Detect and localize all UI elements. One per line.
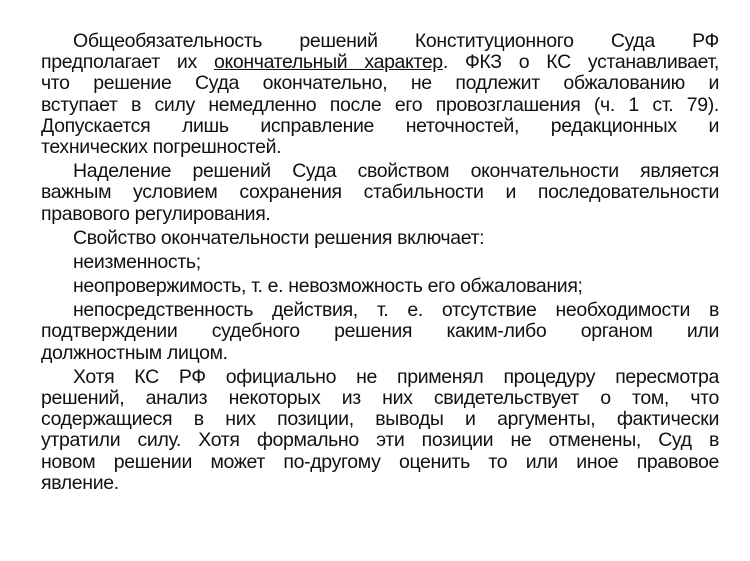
document-body bbox=[41, 31, 719, 497]
text-line: Общеобязательность решений Конституционного Суда РФ bbox=[73, 30, 719, 52]
text-line: явление. bbox=[41, 471, 119, 494]
list-item-irrefutability bbox=[41, 276, 719, 297]
text-line: технических погрешностей. bbox=[41, 135, 282, 158]
text-line: решений, анализ некоторых из них свидетельствует о том, что bbox=[41, 387, 719, 409]
text-line: важным условием сохранения стабильности и последовательности bbox=[41, 181, 719, 204]
text-line: непосредственность действия, т. е. отсутствие необходимости в bbox=[73, 299, 719, 322]
paragraph-list-intro bbox=[41, 228, 719, 249]
text-line: что решение Суда окончательно, не подлежит обжалованию и bbox=[41, 72, 719, 95]
text-line: неопровержимость, т. е. невозможность его обжалования; bbox=[73, 275, 583, 298]
text-line: правового регулирования. bbox=[41, 202, 271, 225]
text-segment: . ФКЗ о КС устанавливает, bbox=[442, 51, 719, 74]
list-item-direct-effect bbox=[41, 300, 719, 364]
text-line: новом решении может по-другому оценить то или иное правовое bbox=[41, 450, 719, 473]
text-line: подтверждении судебного решения каким-либо органом или bbox=[41, 320, 719, 343]
paragraph-review bbox=[41, 367, 719, 494]
text-line: утратили силу. Хотя формально эти позиции не отменены, Суд в bbox=[41, 429, 719, 452]
text-line: должностным лицом. bbox=[41, 341, 228, 364]
text-line: Свойство окончательности решения включает: bbox=[73, 226, 485, 249]
text-line: Допускается лишь исправление неточностей, редакционных и bbox=[41, 114, 719, 137]
paragraph-stability bbox=[41, 161, 719, 225]
text-line: содержащиеся в них позиции, выводы и аргументы, фактически bbox=[41, 408, 719, 431]
text-line: Хотя КС РФ официально не применял процедуру пересмотра bbox=[73, 365, 719, 388]
text-segment: предполагает их bbox=[41, 51, 214, 74]
text-line: Наделение решений Суда свойством окончательности является bbox=[73, 160, 719, 183]
list-item-immutability bbox=[41, 252, 719, 273]
text-line: вступает в силу немедленно после его провозглашения (ч. 1 ст. 79). bbox=[41, 93, 719, 116]
paragraph-finality bbox=[41, 31, 719, 158]
text-line: неизменность; bbox=[73, 250, 201, 273]
text-line bbox=[41, 52, 719, 73]
underlined-term: окончательный характер bbox=[213, 51, 443, 74]
